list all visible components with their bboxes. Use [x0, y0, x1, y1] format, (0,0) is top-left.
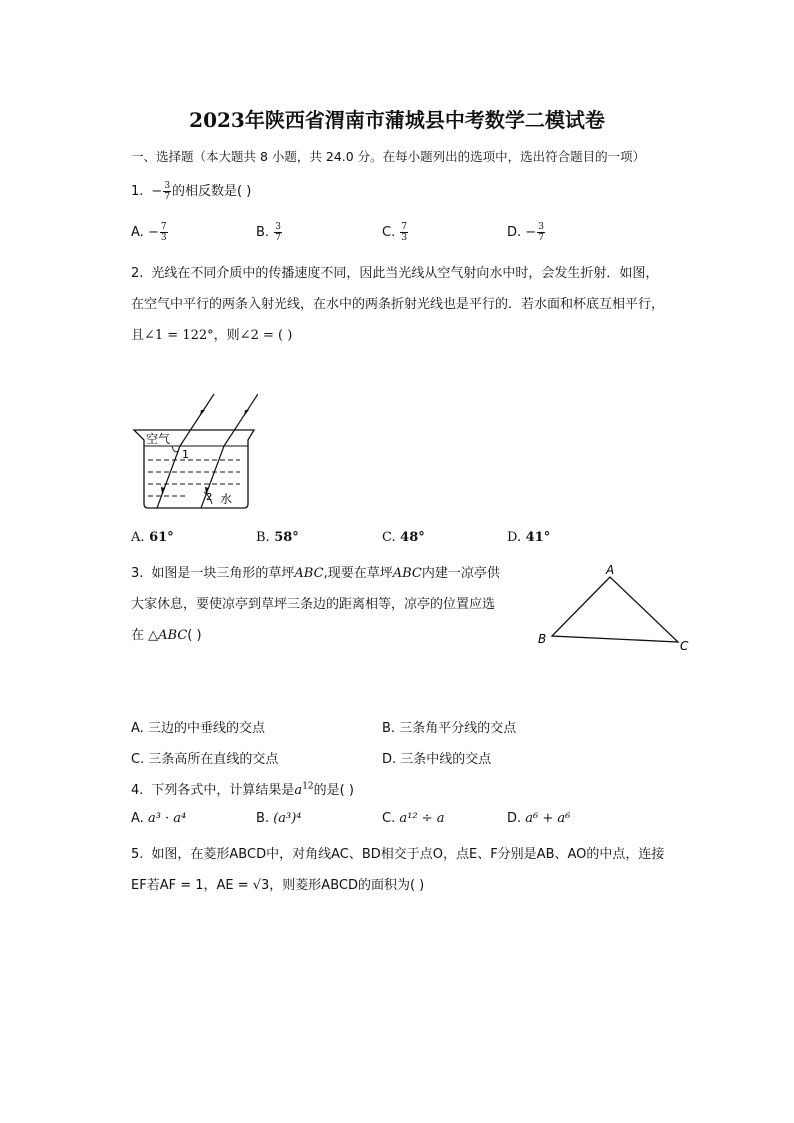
water-label: 水	[220, 492, 233, 506]
question-1	[131, 180, 251, 202]
option-a[interactable]: A. 三边的中垂线的交点	[131, 721, 265, 736]
vertex-c-label: C	[680, 639, 689, 653]
option-d[interactable]: D. 41°	[507, 530, 551, 545]
option-b[interactable]: B. 三条角平分线的交点	[382, 721, 517, 736]
incident-ray-2	[224, 394, 258, 446]
option-b[interactable]: B. 58°	[256, 530, 299, 545]
refracted-ray-1	[157, 446, 180, 508]
option-b[interactable]: B. $\frac{3}{7}$	[256, 222, 281, 243]
page-title: 2023年陕西省渭南市蒲城县中考数学二模试卷	[189, 108, 605, 132]
question-number: 3.	[131, 566, 144, 581]
refraction-figure	[128, 388, 258, 513]
question-number: 1.	[131, 184, 144, 199]
option-a[interactable]: A. a³ · a⁴	[131, 811, 187, 826]
option-a[interactable]: A. 61°	[131, 530, 174, 545]
option-c[interactable]: C. 48°	[382, 530, 425, 545]
triangle-figure	[530, 560, 700, 660]
option-d[interactable]: D. 三条中线的交点	[382, 752, 492, 767]
option-c[interactable]: C. a¹² ÷ a	[382, 811, 445, 826]
question-2-line-3: 且∠1 = 122°，则∠2 = ( )	[131, 328, 293, 343]
triangle-abc	[552, 577, 678, 642]
option-d[interactable]: D. − $\frac{3}{7}$	[507, 222, 544, 243]
minus-sign: −	[151, 184, 163, 199]
vertex-b-label: B	[538, 632, 547, 646]
question-number: 2.	[131, 266, 144, 281]
question-4: 4. 下列各式中，计算结果是$a^{12}$的是( )	[131, 781, 354, 798]
option-d[interactable]: D. a⁶ + a⁶	[507, 811, 571, 826]
question-2-line-2: 在空气中平行的两条入射光线，在水中的两条折射光线也是平行的．若水面和杯底互相平行，	[131, 297, 665, 312]
vertex-a-label: A	[606, 563, 615, 577]
option-c[interactable]: C. $\frac{7}{3}$	[382, 222, 408, 243]
question-text: 的相反数是( )	[172, 184, 252, 199]
option-a[interactable]: A. − $\frac{7}{3}$	[131, 222, 167, 243]
incident-ray-1	[180, 394, 214, 446]
question-number: 4.	[131, 783, 144, 798]
section-heading: 一、选择题（本大题共 8 小题，共 24.0 分。在每小题列出的选项中，选出符合题目的一项）	[131, 149, 646, 164]
fraction: $\frac{3}{7}$	[164, 181, 171, 202]
air-label: 空气	[146, 432, 171, 446]
question-2-line-1: 2. 光线在不同介质中的传播速度不同，因此当光线从空气射向水中时，会发生折射．如图，	[131, 266, 659, 281]
option-c[interactable]: C. 三条高所在直线的交点	[131, 752, 279, 767]
question-3-line-1: 3. 如图是一块三角形的草坪ABC,现要在草坪ABC内建一凉亭供	[131, 566, 500, 581]
angle-1-arc	[172, 446, 178, 452]
question-3-line-3: 在 △ABC( )	[131, 628, 202, 643]
angle-2-label: 2	[206, 492, 213, 503]
option-b[interactable]: B. (a³)⁴	[256, 811, 302, 826]
question-3-line-2: 大家休息，要使凉亭到草坪三条边的距离相等，凉亭的位置应选	[131, 597, 496, 612]
question-number: 5.	[131, 847, 144, 862]
angle-1-label: 1	[182, 448, 189, 461]
question-5-line-2: EF若AF = 1，AE = √3，则菱形ABCD的面积为( )	[131, 878, 425, 893]
question-5-line-1: 5. 如图，在菱形ABCD中，对角线AC、BD相交于点O，点E、F分别是AB、AO的中点，连接	[131, 847, 665, 862]
